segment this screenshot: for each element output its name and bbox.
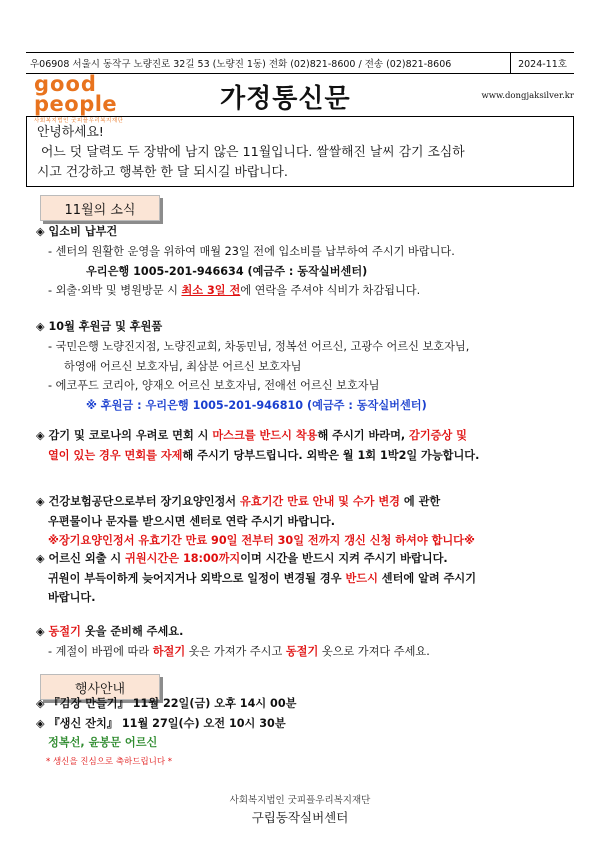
- event-item: ◈ 『생신 잔치』 11월 27일(수) 오전 10시 30분: [36, 716, 286, 730]
- donation-line: - 에코푸드 코리아, 양재오 어르신 보호자님, 전애선 어르신 보호자님: [48, 379, 380, 392]
- outing-item: [36, 549, 566, 608]
- highlight-text: 최소 3일 전: [181, 284, 241, 297]
- highlight-text: 귀원시간은 18:00까지: [125, 552, 241, 565]
- logo-tagline: 사회복지법인 굿피플우리복지재단: [34, 118, 124, 124]
- address-bar: [26, 52, 574, 74]
- donation-line: 하영애 어르신 보호자님, 최삼분 어르신 보호자님: [64, 359, 302, 373]
- highlight-text: 마스크를 반드시 착용: [212, 429, 318, 442]
- news-section-label: 11월의 소식: [40, 195, 160, 221]
- footer-org: 사회복지법인 굿피플우리복지재단: [229, 795, 371, 806]
- greeting-line: 시고 건강하고 행복한 한 달 되시길 바랍니다.: [37, 165, 288, 180]
- greeting-box: [26, 116, 574, 187]
- highlight-text: 반드시: [345, 571, 378, 585]
- footer-center: 구립동작실버센터: [251, 810, 349, 825]
- events-content: [36, 694, 566, 772]
- highlight-text: 동절기: [48, 625, 81, 638]
- highlight-text: 유효기간 만료 안내 및 수가 변경: [240, 495, 400, 508]
- fee-item: [36, 222, 566, 301]
- outing-line: 바랍니다.: [48, 591, 96, 604]
- greeting-line: 안녕하세요!: [37, 125, 104, 140]
- visit-line: ◈ 감기 및 코로나의 우려로 면회 시 마스크를 반드시 착용해 주시기 바라며, 감기증상 및: [36, 429, 467, 442]
- website-url: www.dongjaksilver.kr: [481, 91, 574, 101]
- highlight-text: 동절기: [285, 644, 319, 658]
- insurance-item: [36, 492, 566, 551]
- winter-item: [36, 622, 566, 661]
- events-section-label: 행사안내: [40, 674, 160, 700]
- fee-heading: ◈ 입소비 납부건: [36, 225, 118, 238]
- visit-notice-item: [36, 426, 566, 465]
- fee-line: - 센터의 원활한 운영을 위하여 매월 23일 전에 입소비를 납부하여 주시기 바랍니다.: [48, 245, 455, 258]
- center-address: 우06908 서울시 동작구 노량진로 32길 53 (노량진 1동) 전화 (02)821-8600 / 전송 (02)821-8606: [30, 59, 452, 70]
- highlight-text: 감기증상 및: [409, 429, 467, 442]
- insurance-line: 우편물이나 문자를 받으시면 센터로 연락 주시기 바랍니다.: [48, 514, 335, 528]
- donation-item: [36, 317, 566, 415]
- issue-number: 2024-11호: [510, 53, 574, 73]
- highlight-text: 열이 있는 경우 면회를 자제: [48, 448, 183, 462]
- insurance-line: ◈ 건강보험공단으로부터 장기요양인정서 유효기간 만료 안내 및 수가 변경 에 관한: [36, 495, 441, 508]
- outing-line: 귀원이 부득이하게 늦어지거나 외박으로 일정이 변경될 경우 반드시 센터에 알려 주시기: [48, 571, 477, 585]
- donation-account: ※ 후원금 : 우리은행 1005-201-946810 (예금주 : 동작실버센터): [86, 398, 427, 412]
- outing-line: ◈ 어르신 외출 시 귀원시간은 18:00까지이며 시간을 반드시 지켜 주시기 바랍니다.: [36, 552, 448, 565]
- logo-text-good: good: [34, 72, 97, 96]
- fee-line: - 외출·외박 및 병원방문 시 최소 3일 전에 연락을 주셔야 식비가 차감됩니다.: [48, 284, 421, 297]
- insurance-warning: ※장기요양인정서 유효기간 만료 90일 전부터 30일 전까지 갱신 신청 하셔야 합니다※: [48, 534, 475, 547]
- donation-heading: ◈ 10월 후원금 및 후원품: [36, 320, 163, 333]
- winter-line: ◈ 동절기 옷을 준비해 주세요.: [36, 625, 184, 638]
- page-title: 가정통신문: [220, 84, 351, 114]
- birthday-names: 정복선, 윤봉문 어르신: [48, 736, 158, 749]
- greeting-line: 어느 덧 달력도 두 장밖에 남지 않은 11월입니다. 쌀쌀해진 날씨 감기 조심하: [41, 145, 465, 160]
- visit-line: 열이 있는 경우 면회를 자제해 주시기 당부드립니다. 외박은 월 1회 1박2일 가능합니다.: [48, 448, 480, 462]
- winter-line: - 계절이 바뀜에 따라 하절기 옷은 가져가 주시고 동절기 옷으로 가져다 주세요.: [48, 644, 430, 658]
- event-item: ◈ 『김장 만들기』 11월 22일(금) 오후 14시 00분: [36, 697, 297, 710]
- donation-line: - 국민은행 노량진지점, 노량진교회, 차동민님, 정복선 어르신, 고광수 어르신 보호자님,: [48, 340, 470, 353]
- birthday-note: * 생신을 진심으로 축하드립니다 *: [46, 756, 173, 767]
- highlight-text: 하절기: [152, 644, 186, 658]
- fee-account: 우리은행 1005-201-946634 (예금주 : 동작실버센터): [86, 264, 368, 278]
- logo-text-people: people: [34, 92, 118, 116]
